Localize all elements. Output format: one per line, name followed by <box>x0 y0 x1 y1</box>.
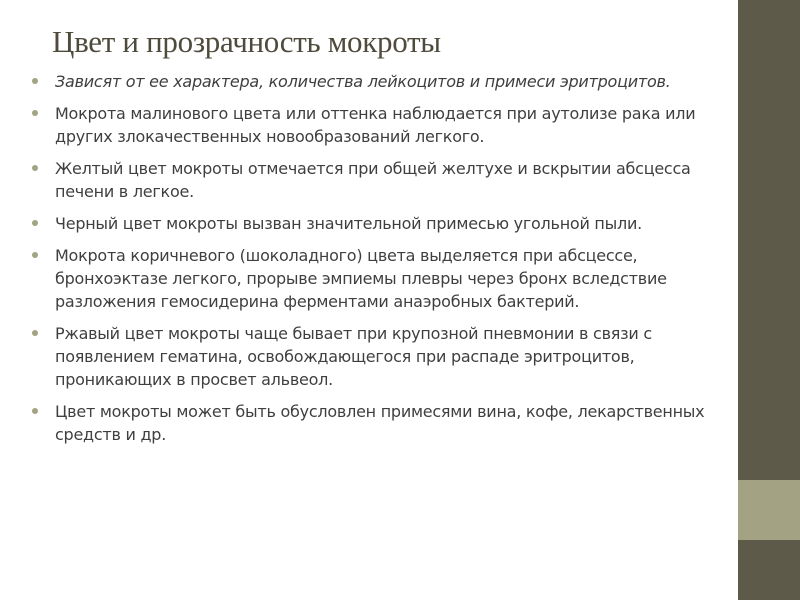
bullet-list <box>32 70 722 455</box>
bullet-text: Цвет мокроты может быть обусловлен примесями вина, кофе, лекарственных средств и др. <box>55 402 705 444</box>
bullet-dot-icon <box>32 110 38 116</box>
side-decor-accent <box>738 480 800 540</box>
bullet-text: Черный цвет мокроты вызван значительной примесью угольной пыли. <box>55 214 642 233</box>
slide-title: Цвет и прозрачность мокроты <box>52 24 441 59</box>
bullet-text: Желтый цвет мокроты отмечается при общей желтухе и вскрытии абсцесса печени в легкое. <box>55 159 691 201</box>
bullet-item <box>32 102 722 148</box>
bullet-dot-icon <box>32 330 38 336</box>
bullet-text: Мокрота коричневого (шоколадного) цвета выделяется при абсцессе, бронхоэктазе легкого, прорыве эмпиемы плевры через бронх вследствие разложения гемосидерина ферментами анаэробных бактерий. <box>55 246 667 311</box>
bullet-item <box>32 157 722 203</box>
bullet-dot-icon <box>32 252 38 258</box>
bullet-item <box>32 400 722 446</box>
bullet-text: Мокрота малинового цвета или оттенка наблюдается при аутолизе рака или других злокачественных новообразований легкого. <box>55 104 696 146</box>
bullet-dot-icon <box>32 78 38 84</box>
side-decor-bar <box>738 0 800 600</box>
bullet-text: Ржавый цвет мокроты чаще бывает при крупозной пневмонии в связи с появлением гематина, освобождающегося при распаде эритроцитов, проникающих в просвет альвеол. <box>55 324 652 389</box>
bullet-dot-icon <box>32 408 38 414</box>
bullet-item <box>32 70 722 93</box>
bullet-item <box>32 244 722 313</box>
bullet-item <box>32 322 722 391</box>
bullet-text: Зависят от ее характера, количества лейкоцитов и примеси эритроцитов. <box>55 72 671 91</box>
bullet-dot-icon <box>32 220 38 226</box>
bullet-item <box>32 212 722 235</box>
bullet-dot-icon <box>32 165 38 171</box>
